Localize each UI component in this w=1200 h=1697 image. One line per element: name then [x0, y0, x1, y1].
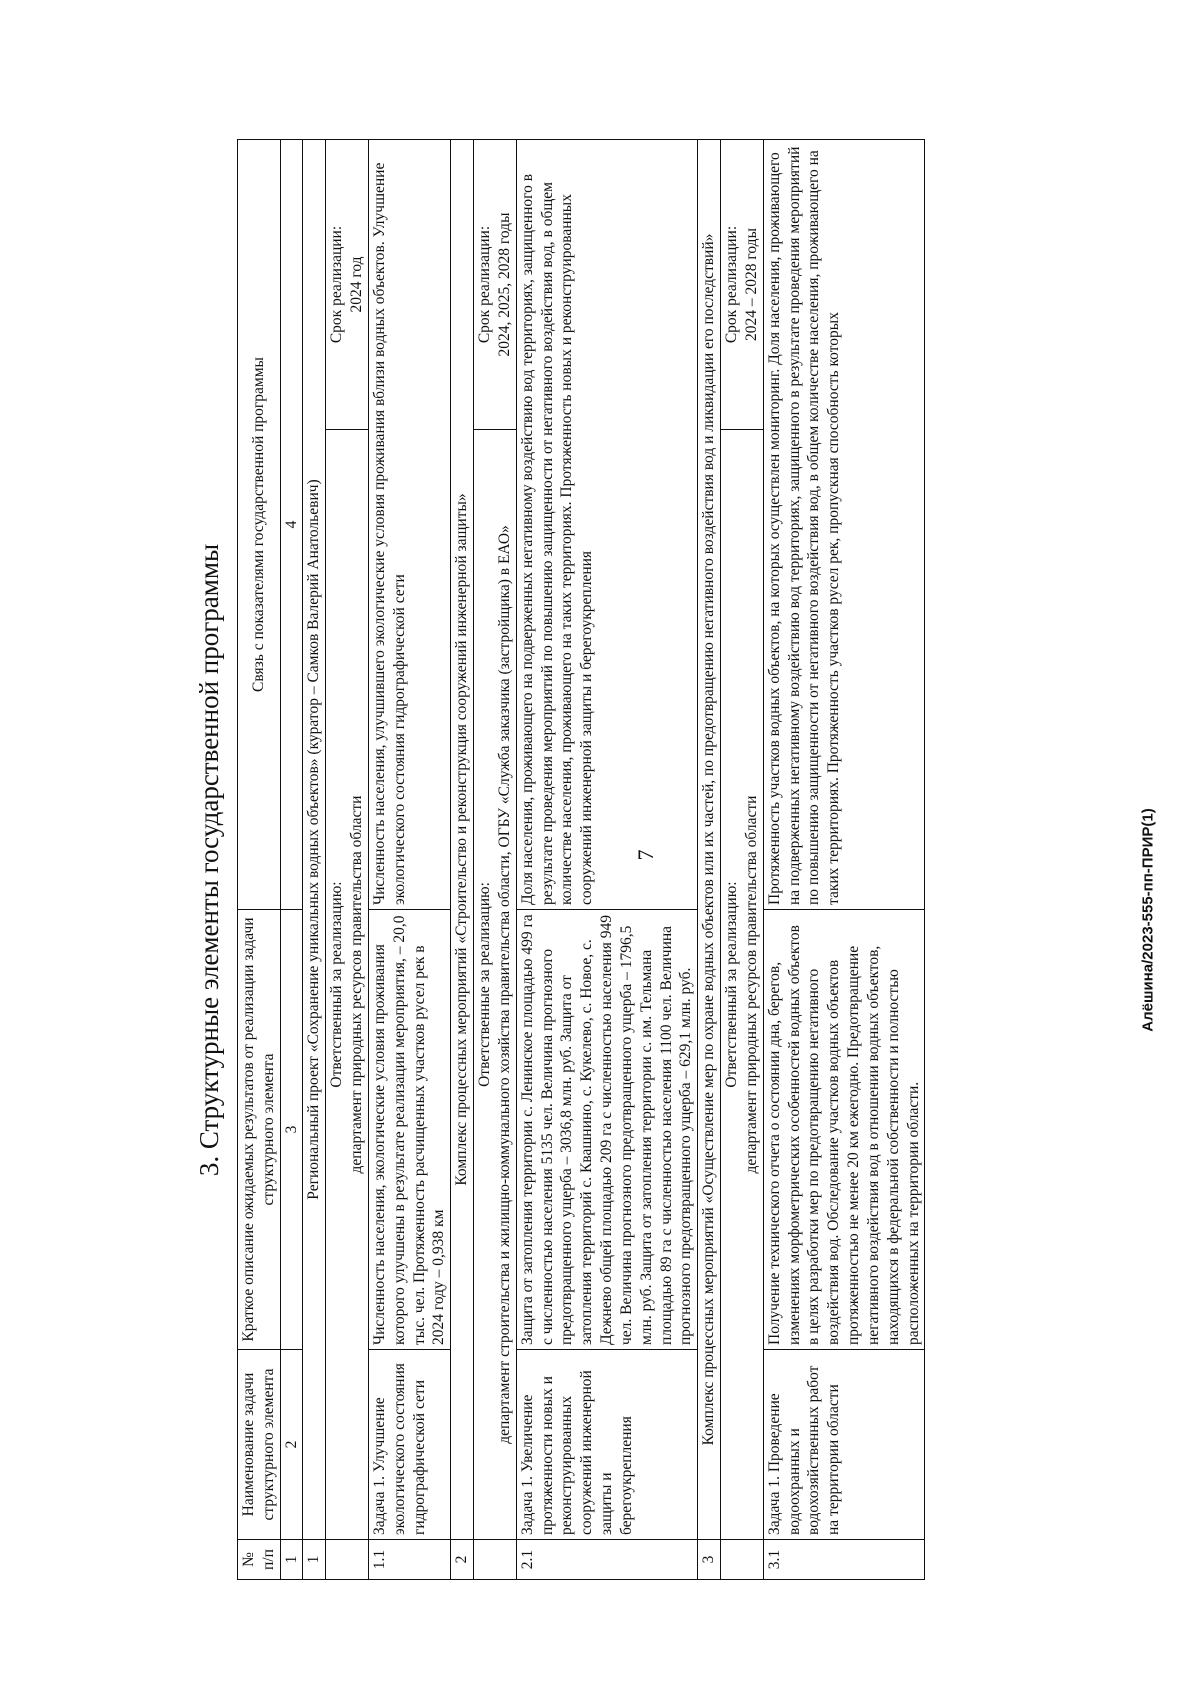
row-1-1-num: 1.1 — [368, 1540, 450, 1580]
document-id-footer: Алёшина/2023-555-пп-ПРИР(1) — [1139, 808, 1157, 1032]
header-description: Краткое описание ожидаемых результатов от реализации задачи структурного элемента — [238, 910, 281, 1350]
section-3-deadline-label: Срок реализации: — [723, 225, 741, 344]
section-3-responsible-value: департамент природных ресурсов правительства области — [742, 795, 760, 1174]
section-3-deadline — [721, 139, 764, 429]
row-1-1-link: Численность населения, улучшившего экологические условия проживания вблизи водных объектов. Улучшение экологического состояния гидрографической сети — [368, 139, 450, 909]
table-row — [368, 139, 450, 1579]
col-number-4: 4 — [280, 139, 303, 909]
section-2-responsible-row — [474, 139, 517, 1579]
section-1-deadline-label: Срок реализации: — [328, 225, 346, 344]
header-num: № п/п — [238, 1540, 281, 1580]
table-header-row — [238, 139, 281, 1579]
row-3-1-task: Задача 1. Проведение водоохранных и водохозяйственных работ на территории области — [763, 1350, 925, 1540]
section-2-num: 2 — [451, 1540, 474, 1580]
row-3-1-link: Протяженность участков водных объектов, на которых осуществлен мониторинг. Доля населения, проживающего на подверженных негативному воздействию вод территориях, защищенного в результате проведения мероприятий по повышению защищенности от негативного воздействия вод, в общем количестве населения, проживающего на таких территориях. Протяженность участков русел рек, пропускная способность которых — [763, 139, 925, 909]
section-2-responsible-label: Ответственные за реализацию: — [476, 882, 494, 1087]
section-1-title: Региональный проект «Сохранение уникальных водных объектов» (куратор – Самков Валерий Анатольевич) — [303, 139, 326, 1539]
row-1-1-task: Задача 1. Улучшение экологического состояния гидрографической сети — [368, 1350, 450, 1540]
section-1-responsible-value: департамент природных ресурсов правительства области — [348, 795, 366, 1174]
row-2-1-description: Защита от затопления территории с. Ленинское площадью 499 га с численностью населения 5135 чел. Величина прогнозного предотвращенного ущерба – 3036,8 млн. руб. Защита от затопления территорий с. Квашнино, с. Кукелево, с. Новое, с. Дежнево общей площадью 209 га с численностью населения 949 чел. Величина прогнозного предотвращенного ущерба – 1796,5 млн. руб. Защита от затопления территории с. им. Тельмана площадью 89 га с численностью населения 1100 чел. Величина прогнозного предотвращенного ущерба – 629,1 млн. руб. — [516, 910, 697, 1350]
col-number-3: 3 — [280, 910, 303, 1350]
col-number-2: 2 — [280, 1350, 303, 1540]
section-2-deadline-label: Срок реализации: — [476, 225, 494, 344]
section-2-responsible-value: департамент строительства и жилищно-коммунального хозяйства правительства области, ОГБУ «Служба заказчика (застройщика) в ЕАО» — [495, 525, 513, 1444]
section-3-deadline-value: 2024 – 2028 годы — [742, 228, 760, 341]
row-3-1-description: Получение технического отчета о состоянии дна, берегов, изменениях морфометрических особенностей водных объектов в целях разработки мер по предотвращению негативного воздействия вод. Обследование участков водных объектов протяженностью не менее 20 км ежегодно. Предотвращение негативного воздействия вод в отношении водных объектов, находящихся в федеральной собственности и полностью расположенных на территории области. — [763, 910, 925, 1350]
section-1-deadline-value: 2024 год — [348, 256, 366, 313]
section-1-deadline — [326, 139, 369, 429]
section-3-responsible — [721, 430, 764, 1540]
row-3-1-num: 3.1 — [763, 1540, 925, 1580]
col-number-1: 1 — [280, 1540, 303, 1580]
column-numbers-row — [280, 139, 303, 1579]
section-1-num: 1 — [303, 1540, 326, 1580]
section-1-responsible-row — [326, 139, 369, 1579]
section-1-responsible-label: Ответственный за реализацию: — [328, 881, 346, 1088]
section-1-responsible — [326, 430, 369, 1540]
section-3-title-row — [698, 139, 721, 1579]
section-3-responsible-row — [721, 139, 764, 1579]
section-3-title: Комплекс процессных мероприятий «Осуществление мер по охране водных объектов или их частей, по предотвращению негативного воздействия вод и ликвидации его последствий» — [698, 139, 721, 1539]
section-3-num: 3 — [698, 1540, 721, 1580]
row-2-1-num: 2.1 — [516, 1540, 697, 1580]
section-2-deadline-value: 2024, 2025, 2028 годы — [495, 212, 513, 357]
section-2-title: Комплекс процессных мероприятий «Строительство и реконструкция сооружений инженерной защиты» — [451, 139, 474, 1539]
row-2-1-task: Задача 1. Увеличение протяженности новых и реконструированных сооружений инженерной защиты и берегоукрепления — [516, 1350, 697, 1540]
row-1-1-description: Численность населения, экологические условия проживания которого улучшены в результате реализации мероприятия, – 20,0 тыс. чел. Протяженность расчищенных участков русел рек в 2024 году – 0,938 км — [368, 910, 450, 1350]
section-1-title-row — [303, 139, 326, 1579]
section-3-responsible-label: Ответственный за реализацию: — [723, 881, 741, 1088]
table-row — [516, 139, 697, 1579]
rotated-page-content — [182, 140, 1187, 1580]
table-row — [763, 139, 925, 1579]
section-2-responsible — [474, 430, 517, 1540]
structural-elements-table — [237, 139, 925, 1580]
header-link: Связь с показателями государственной программы — [238, 139, 281, 909]
header-task: Наименование задачи структурного элемента — [238, 1350, 281, 1540]
section-title: 3. Структурные элементы государственной программы — [194, 543, 224, 1177]
page-number: 7 — [633, 849, 658, 861]
row-2-1-link: Доля населения, проживающего на подверженных негативному воздействию вод территориях, защищенного в результате проведения мероприятий по повышению защищенности от негативного воздействия вод, в общем количестве населения, проживающего на таких территориях. Протяженность новых и реконструированных сооружений инженерной защиты и берегоукрепления — [516, 139, 697, 909]
section-2-title-row — [451, 139, 474, 1579]
section-2-deadline — [474, 139, 517, 429]
